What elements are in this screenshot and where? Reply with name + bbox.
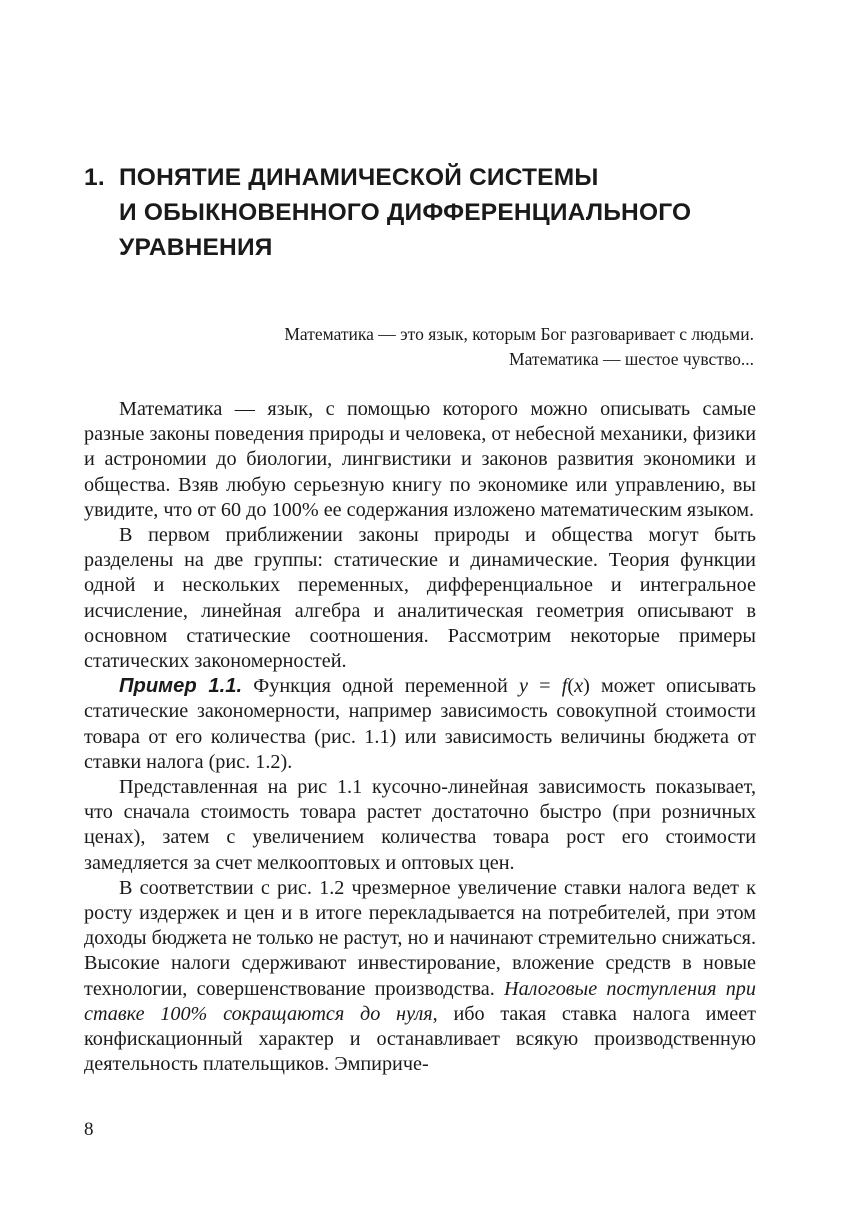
epigraph <box>284 322 754 372</box>
page-number: 8 <box>84 1119 94 1140</box>
paragraph-2: В первом приближении законы природы и общества могут быть разделены на две группы: статические и динамические. Теория функции одной и нескольких переменных, дифференциальное и интегральное исчисление, линейная алгебра и аналитическая геометрия описывают в основном статические соотношения. Рассмотрим некоторые примеры статических закономерностей. <box>84 524 756 673</box>
chapter-title-line-2: И ОБЫКНОВЕННОГО ДИФФЕРЕНЦИАЛЬНОГО <box>119 199 692 226</box>
formula-paren-open: ( <box>567 675 575 698</box>
formula-paren-close: ) <box>583 675 590 698</box>
formula-eq: = <box>527 675 562 698</box>
paragraph-5 <box>84 876 756 1078</box>
paragraph-5-emphasis: Налоговые поступления при ставке 100% сокращаются до нуля <box>84 977 756 1025</box>
paragraph-4: Представленная на рис 1.1 кусочно-линейная зависимость показывает, что сначала стоимость товара растет достаточно быстро (при розничных ценах), затем с увеличением количества товара рост его стоимости замедляется за счет мелкооптовых и оптовых цен. <box>84 776 756 874</box>
paragraph-5-pre: В соответствии с рис. 1.2 чрезмерное увеличение ставки налога ведет к росту издержек и цен и в итоге перекладывается на потребителей, при этом доходы бюджета не только не растут, но и начинают стремительно снижаться. Высокие налоги сдерживают инвестирование, вложение средств в новые технологии, совершенствование производства. <box>84 876 756 1000</box>
paragraph-5-post: , ибо такая ставка налога имеет конфискационный характер и останавливает всякую производственную деятельность плательщиков. Эмпириче- <box>84 1002 756 1076</box>
body-text <box>84 397 756 1077</box>
paragraph-3-post: может описывать статические закономерности, например зависимость совокупной стоимости товара от его количества (рис. 1.1) или зависимость величины бюджета от ставки налога (рис. 1.2). <box>84 675 756 773</box>
chapter-number: 1. <box>84 164 105 191</box>
paragraph-3 <box>84 674 756 775</box>
chapter-title-line-3: УРАВНЕНИЯ <box>119 234 273 261</box>
epigraph-line-2: Математика — шестое чувство... <box>509 349 754 369</box>
example-label: Пример 1.1. <box>119 675 243 698</box>
chapter-heading <box>84 160 784 265</box>
paragraph-1: Математика — язык, с помощью которого можно описывать самые разные законы поведения природы и человека, от небесной механики, физики и астрономии до биологии, лингвистики и законов развития экономики и общества. Взяв любую серьезную книгу по экономике или управлению, вы увидите, что от 60 до 100% ее содержания изложено математическим языком. <box>84 398 756 521</box>
formula-y: y <box>519 675 528 698</box>
formula-f: f <box>561 675 568 698</box>
formula-x: x <box>574 675 584 698</box>
paragraph-3-pre: Функция одной переменной <box>242 675 519 698</box>
chapter-title-line-1: ПОНЯТИЕ ДИНАМИЧЕСКОЙ СИСТЕМЫ <box>119 164 599 191</box>
epigraph-line-1: Математика — это язык, которым Бог разговаривает с людьми. <box>284 324 754 344</box>
